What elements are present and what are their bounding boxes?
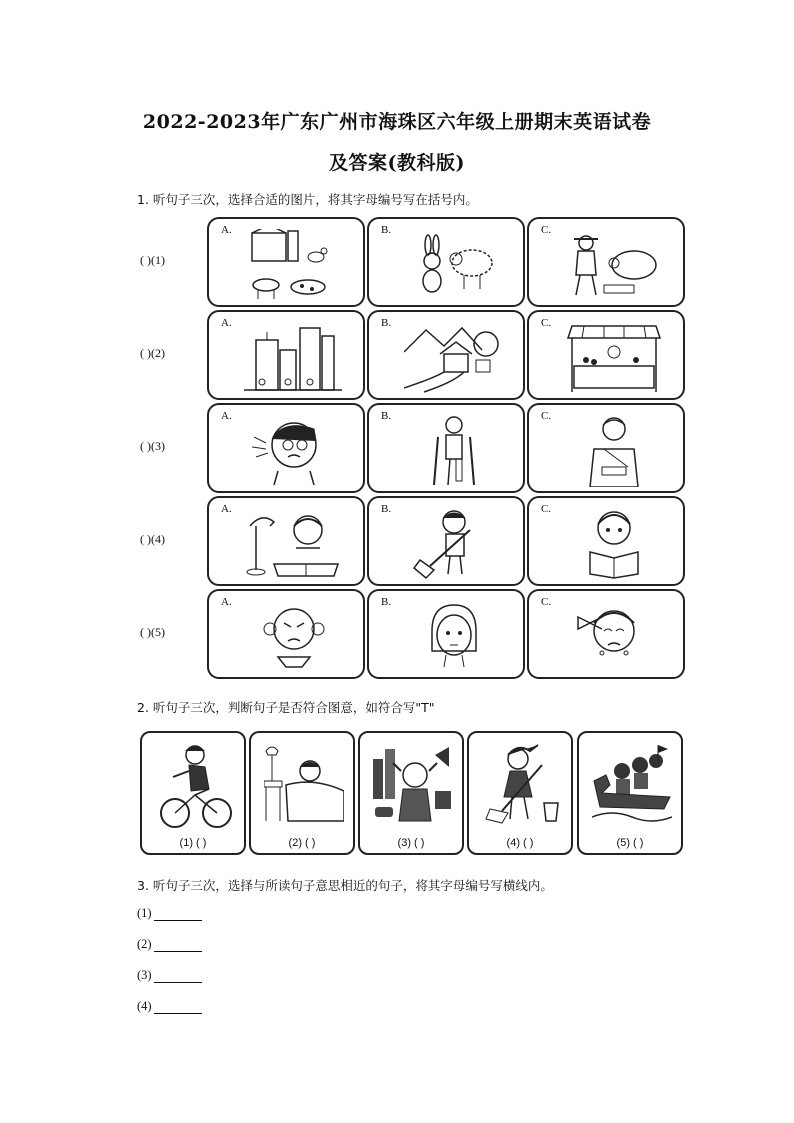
- farm-barn-animals-icon: [244, 229, 344, 301]
- rabbit-sheep-icon: [404, 229, 504, 301]
- girl-mopping-icon: [482, 741, 562, 833]
- q1-row-2: [0, 310, 794, 402]
- q1-5-option-c[interactable]: [527, 589, 685, 679]
- q1-5-option-a[interactable]: [207, 589, 365, 679]
- option-letter: B.: [381, 410, 392, 422]
- q1-4-option-b[interactable]: [367, 496, 525, 586]
- page-title-line1: 2022-2023年广东广州市海珠区六年级上册期末英语试卷: [142, 111, 652, 133]
- boy-sweeping-icon: [404, 508, 504, 580]
- option-letter: A.: [221, 224, 232, 236]
- boy-doing-homework-icon: [244, 508, 344, 580]
- toothache-boy-icon: [244, 415, 344, 487]
- option-letter: A.: [221, 596, 232, 608]
- q1-row-4: [0, 496, 794, 588]
- q1-3-option-a[interactable]: [207, 403, 365, 493]
- option-letter: B.: [381, 224, 392, 236]
- q1-4-option-a[interactable]: [207, 496, 365, 586]
- q1-row-number: ( )(3): [140, 439, 165, 453]
- noisy-city-man-icon: [373, 741, 453, 833]
- q1-row-5: [0, 589, 794, 681]
- angry-girl-icon: [244, 601, 344, 673]
- q2-instruction: 2. 听句子三次，判断句子是否符合图意，如符合写"T": [137, 700, 435, 715]
- q1-2-option-b[interactable]: [367, 310, 525, 400]
- q1-2-option-c[interactable]: [527, 310, 685, 400]
- q1-row-number: ( )(2): [140, 346, 165, 360]
- q2-panel-4[interactable]: [467, 731, 573, 855]
- q3-instruction: 3. 听句子三次，选择与所读句子意思相近的句子，将其字母编号写横线内。: [137, 878, 553, 893]
- q2-caption: (4) ( ): [506, 837, 534, 849]
- city-buildings-icon: [244, 322, 344, 394]
- q2-caption: (5) ( ): [616, 837, 644, 849]
- option-letter: A.: [221, 503, 232, 515]
- q1-row-number: ( )(1): [140, 253, 165, 267]
- option-letter: C.: [541, 596, 552, 608]
- blank-number: (3): [137, 968, 152, 982]
- q1-row-number: ( )(5): [140, 625, 165, 639]
- boy-broken-arm-icon: [564, 415, 664, 487]
- boy-crutches-icon: [404, 415, 504, 487]
- q3-blank-3[interactable]: [137, 968, 202, 983]
- q1-2-option-a[interactable]: [207, 310, 365, 400]
- option-letter: B.: [381, 596, 392, 608]
- blank-number: (2): [137, 937, 152, 951]
- q2-panel-5[interactable]: [577, 731, 683, 855]
- option-letter: A.: [221, 317, 232, 329]
- q1-1-option-a[interactable]: [207, 217, 365, 307]
- countryside-house-icon: [404, 322, 504, 394]
- q1-row-1: [0, 217, 794, 309]
- option-letter: C.: [541, 224, 552, 236]
- q1-1-option-c[interactable]: [527, 217, 685, 307]
- option-letter: C.: [541, 503, 552, 515]
- boy-reading-icon: [564, 508, 664, 580]
- q1-instruction: 1. 听句子三次，选择合适的图片，将其字母编号写在括号内。: [137, 192, 478, 207]
- q2-panel-2[interactable]: [249, 731, 355, 855]
- option-letter: C.: [541, 410, 552, 422]
- q3-blank-4[interactable]: [137, 999, 202, 1014]
- q3-blank-2[interactable]: [137, 937, 202, 952]
- q2-caption: (1) ( ): [179, 837, 207, 849]
- q2-panel-3[interactable]: [358, 731, 464, 855]
- q1-5-option-b[interactable]: [367, 589, 525, 679]
- q3-blank-1[interactable]: [137, 906, 202, 921]
- q1-1-option-b[interactable]: [367, 217, 525, 307]
- option-letter: B.: [381, 503, 392, 515]
- answer-line[interactable]: [154, 970, 202, 983]
- answer-line[interactable]: [154, 908, 202, 921]
- sick-in-bed-icon: [264, 741, 344, 833]
- q2-caption: (2) ( ): [288, 837, 316, 849]
- blank-number: (1): [137, 906, 152, 920]
- option-letter: B.: [381, 317, 392, 329]
- option-letter: A.: [221, 410, 232, 422]
- answer-line[interactable]: [154, 1001, 202, 1014]
- crying-girl-icon: [564, 601, 664, 673]
- q1-row-3: [0, 403, 794, 495]
- cyclist-icon: [155, 741, 235, 833]
- answer-line[interactable]: [154, 939, 202, 952]
- dragon-boat-icon: [592, 741, 672, 833]
- q1-row-number: ( )(4): [140, 532, 165, 546]
- neutral-girl-icon: [404, 601, 504, 673]
- blank-number: (4): [137, 999, 152, 1013]
- q2-panel-1[interactable]: [140, 731, 246, 855]
- option-letter: C.: [541, 317, 552, 329]
- page-title-line2: 及答案(教科版): [329, 152, 465, 174]
- market-stall-icon: [564, 322, 664, 394]
- q1-3-option-b[interactable]: [367, 403, 525, 493]
- q1-4-option-c[interactable]: [527, 496, 685, 586]
- q1-3-option-c[interactable]: [527, 403, 685, 493]
- farmer-feeding-pig-icon: [564, 229, 664, 301]
- q2-caption: (3) ( ): [397, 837, 425, 849]
